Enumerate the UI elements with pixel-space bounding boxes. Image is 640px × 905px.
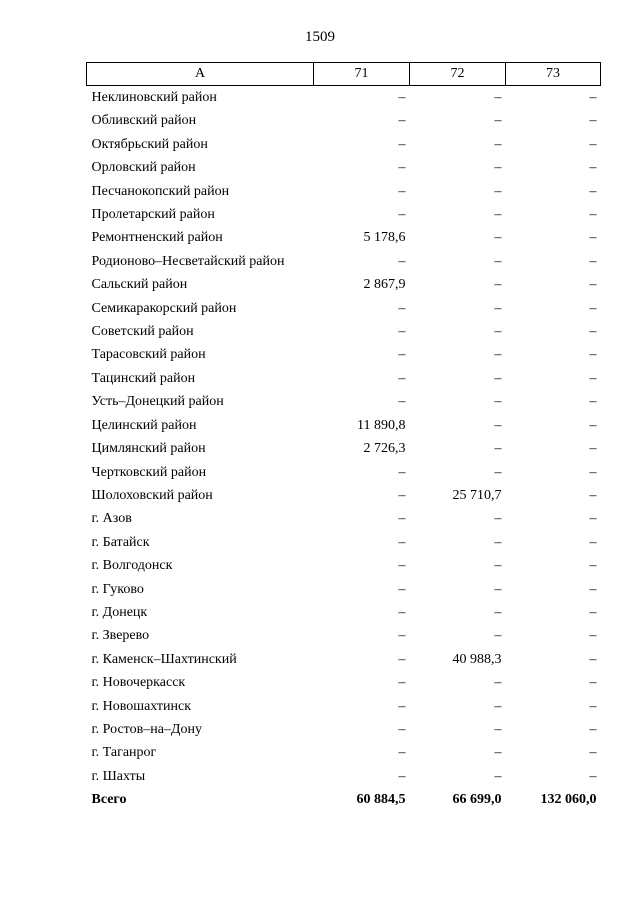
row-value-72: – [494, 558, 502, 574]
row-value-73: – [589, 534, 597, 550]
table-row-total [87, 788, 601, 811]
row-value-72: 40 988,3 [452, 651, 502, 667]
row-value-72: – [494, 300, 502, 316]
total-label: Всего [91, 792, 127, 808]
table-row [87, 273, 601, 296]
row-value-71: – [398, 745, 406, 761]
row-label: Орловский район [91, 160, 196, 176]
row-value-71: – [398, 136, 406, 152]
table-body [87, 86, 601, 812]
row-label: г. Шахты [91, 768, 146, 784]
row-label: Чертковский район [91, 464, 207, 480]
row-label: Обливский район [91, 113, 197, 129]
row-value-72: – [494, 90, 502, 105]
total-value-72: 66 699,0 [452, 792, 502, 808]
row-value-73: – [589, 651, 597, 667]
row-value-73: – [589, 160, 597, 176]
row-value-71: 2 726,3 [363, 441, 406, 457]
row-value-73: – [589, 277, 597, 293]
row-value-72: – [494, 277, 502, 293]
row-value-72: – [494, 370, 502, 386]
row-value-71: – [398, 394, 406, 410]
header-col-a: А [87, 63, 314, 86]
row-value-72: – [494, 581, 502, 597]
row-label: г. Каменск–Шахтинский [91, 651, 237, 667]
row-label: г. Батайск [91, 534, 150, 550]
row-value-71: – [398, 160, 406, 176]
row-value-71: 5 178,6 [363, 230, 406, 246]
row-value-72: – [494, 441, 502, 457]
row-value-71: – [398, 324, 406, 340]
table-row [87, 741, 601, 764]
row-value-71: 2 867,9 [363, 277, 406, 293]
row-value-73: – [589, 558, 597, 574]
row-label: Родионово–Несветайский район [91, 253, 285, 269]
table-row [87, 226, 601, 249]
row-value-71: – [398, 207, 406, 223]
row-value-73: – [589, 604, 597, 620]
table-header-row [87, 63, 601, 86]
row-value-73: – [589, 394, 597, 410]
table-row [87, 671, 601, 694]
data-table [86, 62, 601, 812]
row-label: Сальский район [91, 277, 188, 293]
row-value-72: – [494, 721, 502, 737]
row-value-72: – [494, 253, 502, 269]
table-row [87, 320, 601, 343]
row-value-73: – [589, 721, 597, 737]
row-value-72: – [494, 136, 502, 152]
table-row [87, 203, 601, 226]
row-label: г. Новошахтинск [91, 698, 192, 714]
table-row [87, 133, 601, 156]
row-value-71: – [398, 253, 406, 269]
row-value-71: – [398, 698, 406, 714]
row-value-71: – [398, 370, 406, 386]
row-value-72: – [494, 628, 502, 644]
row-value-71: – [398, 511, 406, 527]
row-value-72: – [494, 230, 502, 246]
row-label: Тацинский район [91, 370, 196, 386]
row-value-72: 25 710,7 [452, 487, 502, 503]
row-value-73: – [589, 230, 597, 246]
table-row [87, 250, 601, 273]
page-number: 1509 [305, 29, 335, 45]
row-value-71: – [398, 558, 406, 574]
row-label: Советский район [91, 324, 194, 340]
table-row [87, 507, 601, 530]
row-label: Пролетарский район [91, 207, 215, 223]
row-value-71: – [398, 721, 406, 737]
row-value-71: – [398, 581, 406, 597]
table-row [87, 437, 601, 460]
table-row [87, 624, 601, 647]
row-value-73: – [589, 300, 597, 316]
row-value-73: – [589, 441, 597, 457]
row-value-73: – [589, 581, 597, 597]
row-value-72: – [494, 324, 502, 340]
row-label: Усть–Донецкий район [91, 394, 224, 410]
row-label: Целинский район [91, 417, 197, 433]
row-value-72: – [494, 417, 502, 433]
header-col-71: 71 [314, 63, 410, 86]
row-value-71: – [398, 464, 406, 480]
table-row [87, 695, 601, 718]
row-value-73: – [589, 90, 597, 105]
row-value-72: – [494, 768, 502, 784]
row-label: г. Донецк [91, 604, 148, 620]
table-row [87, 156, 601, 179]
table-row [87, 414, 601, 437]
table-row [87, 343, 601, 366]
row-value-73: – [589, 113, 597, 129]
row-label: Песчанокопский район [91, 183, 230, 199]
table-row [87, 461, 601, 484]
row-value-73: – [589, 698, 597, 714]
row-label: Ремонтненский район [91, 230, 223, 246]
row-value-72: – [494, 183, 502, 199]
row-value-72: – [494, 745, 502, 761]
row-value-73: – [589, 417, 597, 433]
row-value-73: – [589, 487, 597, 503]
row-value-72: – [494, 347, 502, 363]
table-row [87, 86, 601, 110]
total-value-71: 60 884,5 [356, 792, 406, 808]
row-label: г. Новочеркасск [91, 675, 186, 691]
table-row [87, 297, 601, 320]
row-value-72: – [494, 675, 502, 691]
row-value-72: – [494, 464, 502, 480]
row-value-73: – [589, 136, 597, 152]
header-col-73: 73 [506, 63, 601, 86]
row-value-71: – [398, 768, 406, 784]
row-value-71: – [398, 628, 406, 644]
header-col-72: 72 [410, 63, 506, 86]
table-row [87, 390, 601, 413]
row-value-72: – [494, 604, 502, 620]
table-row [87, 554, 601, 577]
row-label: Шолоховский район [91, 487, 213, 503]
row-value-71: – [398, 90, 406, 105]
table-row [87, 531, 601, 554]
row-value-71: – [398, 347, 406, 363]
row-value-71: – [398, 651, 406, 667]
row-value-71: – [398, 183, 406, 199]
row-value-72: – [494, 113, 502, 129]
row-value-73: – [589, 253, 597, 269]
row-label: Семикаракорский район [91, 300, 237, 316]
row-value-71: – [398, 675, 406, 691]
table-row [87, 109, 601, 132]
row-value-71: – [398, 113, 406, 129]
row-value-73: – [589, 745, 597, 761]
row-value-72: – [494, 207, 502, 223]
row-value-73: – [589, 768, 597, 784]
total-value-73: 132 060,0 [540, 792, 597, 808]
table-row [87, 601, 601, 624]
row-value-73: – [589, 207, 597, 223]
row-label: г. Ростов–на–Дону [91, 721, 202, 737]
row-value-72: – [494, 534, 502, 550]
table-row [87, 765, 601, 788]
row-value-73: – [589, 324, 597, 340]
row-value-71: – [398, 534, 406, 550]
table-row [87, 578, 601, 601]
row-label: Цимлянский район [91, 441, 206, 457]
row-value-72: – [494, 160, 502, 176]
row-value-73: – [589, 628, 597, 644]
row-value-73: – [589, 464, 597, 480]
row-value-73: – [589, 183, 597, 199]
row-value-73: – [589, 675, 597, 691]
table-row [87, 367, 601, 390]
row-value-72: – [494, 394, 502, 410]
row-value-71: – [398, 300, 406, 316]
row-value-73: – [589, 511, 597, 527]
table-row [87, 180, 601, 203]
row-label: Неклиновский район [91, 90, 217, 105]
row-label: Октябрьский район [91, 136, 208, 152]
row-label: г. Гуково [91, 581, 144, 597]
row-label: г. Волгодонск [91, 558, 173, 574]
row-label: г. Зверево [91, 628, 150, 644]
row-value-71: – [398, 487, 406, 503]
row-value-71: 11 890,8 [357, 417, 406, 433]
row-label: г. Таганрог [91, 745, 157, 761]
row-value-71: – [398, 604, 406, 620]
table-row [87, 718, 601, 741]
row-label: г. Азов [91, 511, 132, 527]
row-value-72: – [494, 511, 502, 527]
row-label: Тарасовский район [91, 347, 206, 363]
table-row [87, 648, 601, 671]
row-value-73: – [589, 347, 597, 363]
table-row [87, 484, 601, 507]
row-value-72: – [494, 698, 502, 714]
row-value-73: – [589, 370, 597, 386]
